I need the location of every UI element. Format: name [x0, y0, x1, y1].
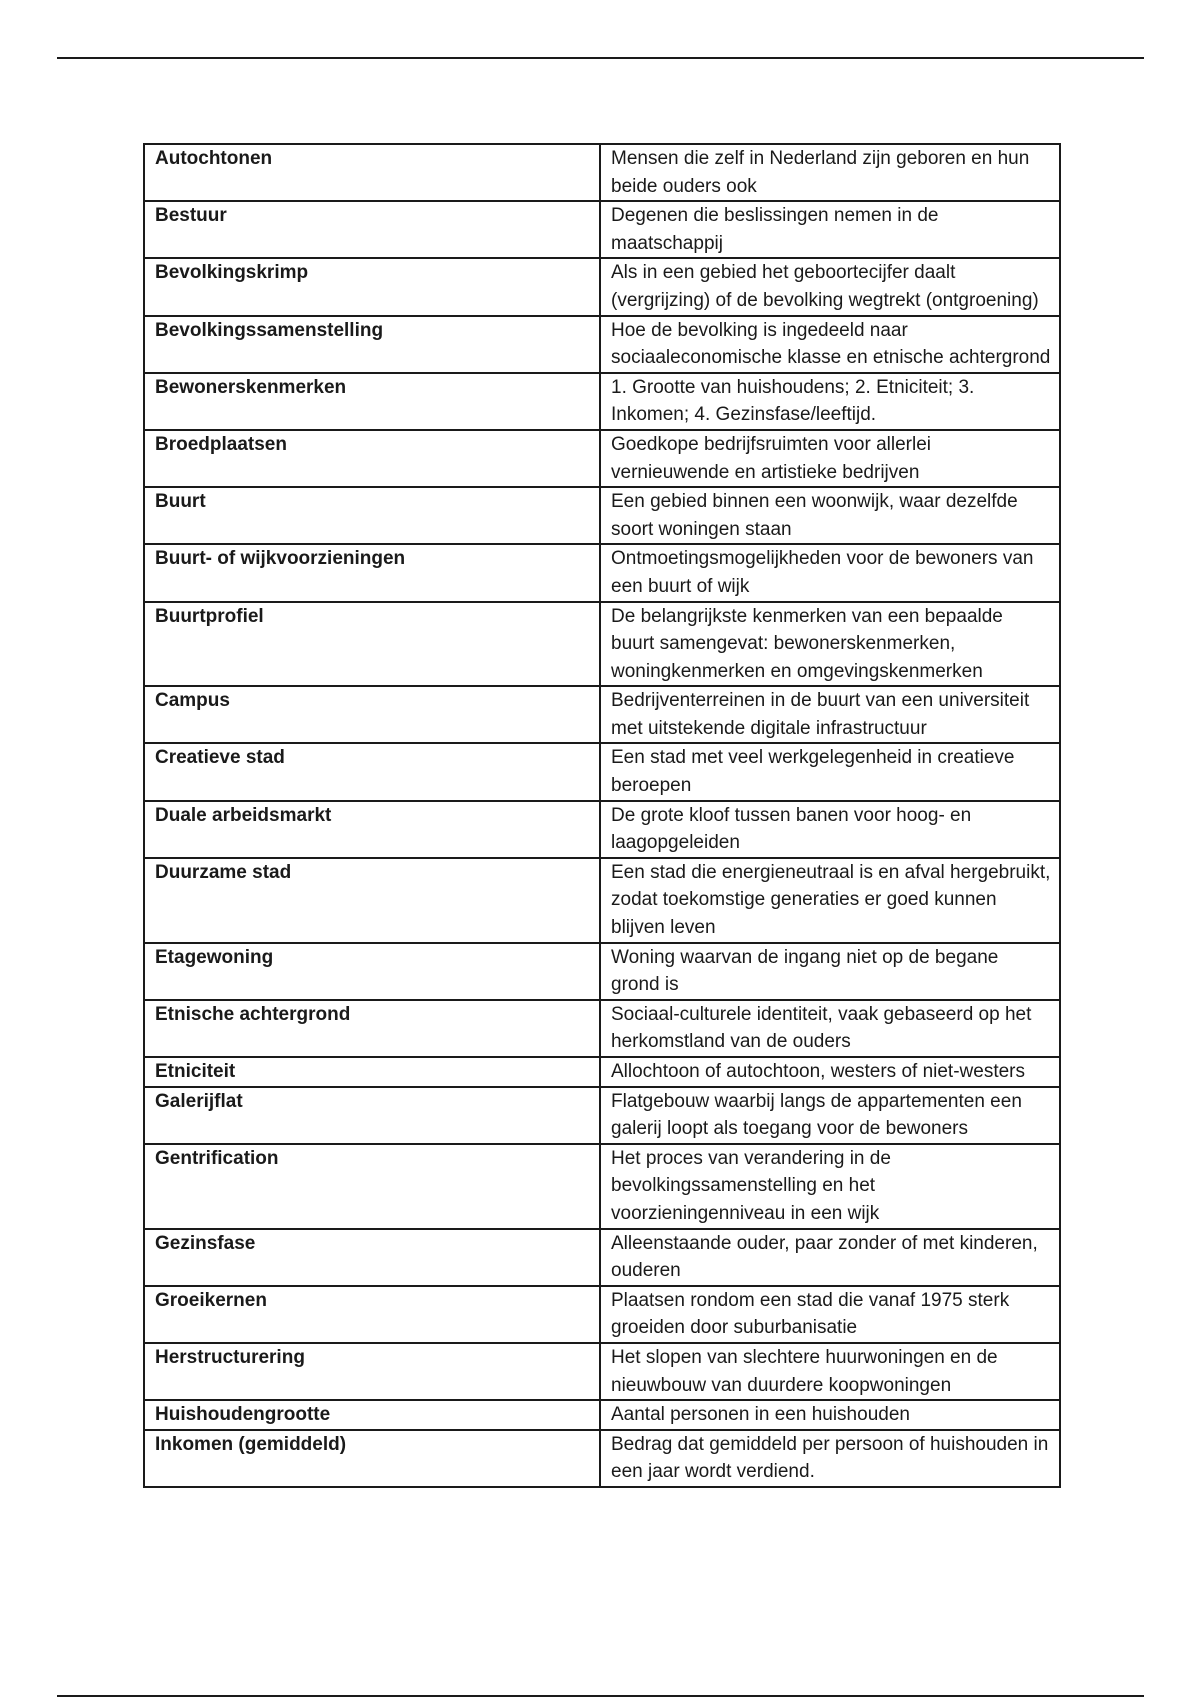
definition-cell: 1. Grootte van huishoudens; 2. Etniciteit; 3. Inkomen; 4. Gezinsfase/leeftijd.: [600, 373, 1060, 430]
table-row: [144, 943, 1060, 1000]
definition-cell: Hoe de bevolking is ingedeeld naar sociaaleconomische klasse en etnische achtergrond: [600, 316, 1060, 373]
definition-cell: Allochtoon of autochtoon, westers of niet-westers: [600, 1057, 1060, 1087]
definition-cell: Bedrag dat gemiddeld per persoon of huishouden in een jaar wordt verdiend.: [600, 1430, 1060, 1487]
definition-cell: Alleenstaande ouder, paar zonder of met kinderen, ouderen: [600, 1229, 1060, 1286]
table-row: [144, 801, 1060, 858]
table-row: [144, 858, 1060, 943]
table-row: [144, 1000, 1060, 1057]
term-cell: Gezinsfase: [144, 1229, 600, 1286]
term-cell: Duale arbeidsmarkt: [144, 801, 600, 858]
definition-cell: De belangrijkste kenmerken van een bepaalde buurt samengevat: bewonerskenmerken, woningkenmerken en omgevingskenmerken: [600, 602, 1060, 687]
table-row: [144, 1343, 1060, 1400]
term-cell: Groeikernen: [144, 1286, 600, 1343]
table-row: [144, 602, 1060, 687]
definition-cell: Mensen die zelf in Nederland zijn geboren en hun beide ouders ook: [600, 144, 1060, 201]
term-cell: Inkomen (gemiddeld): [144, 1430, 600, 1487]
term-cell: Broedplaatsen: [144, 430, 600, 487]
definition-cell: Een gebied binnen een woonwijk, waar dezelfde soort woningen staan: [600, 487, 1060, 544]
definition-cell: Als in een gebied het geboortecijfer daalt (vergrijzing) of de bevolking wegtrekt (ontgroening): [600, 258, 1060, 315]
footer-rule: [57, 1695, 1144, 1697]
table-row: [144, 1144, 1060, 1229]
table-row: [144, 1430, 1060, 1487]
term-cell: Etagewoning: [144, 943, 600, 1000]
table-row: [144, 201, 1060, 258]
definition-cell: Het slopen van slechtere huurwoningen en de nieuwbouw van duurdere koopwoningen: [600, 1343, 1060, 1400]
table-row: [144, 316, 1060, 373]
term-cell: Huishoudengrootte: [144, 1400, 600, 1430]
definition-cell: Aantal personen in een huishouden: [600, 1400, 1060, 1430]
definition-cell: Bedrijventerreinen in de buurt van een universiteit met uitstekende digitale infrastructuur: [600, 686, 1060, 743]
definition-cell: Een stad die energieneutraal is en afval hergebruikt, zodat toekomstige generaties er goed kunnen blijven leven: [600, 858, 1060, 943]
term-cell: Bestuur: [144, 201, 600, 258]
term-cell: Duurzame stad: [144, 858, 600, 943]
term-cell: Etnische achtergrond: [144, 1000, 600, 1057]
table-row: [144, 1400, 1060, 1430]
definition-cell: Woning waarvan de ingang niet op de begane grond is: [600, 943, 1060, 1000]
table-row: [144, 743, 1060, 800]
definition-cell: De grote kloof tussen banen voor hoog- en laagopgeleiden: [600, 801, 1060, 858]
term-cell: Buurtprofiel: [144, 602, 600, 687]
definition-cell: Het proces van verandering in de bevolkingssamenstelling en het voorzieningenniveau in een wijk: [600, 1144, 1060, 1229]
term-cell: Autochtonen: [144, 144, 600, 201]
table-row: [144, 258, 1060, 315]
table-row: [144, 544, 1060, 601]
table-row: [144, 430, 1060, 487]
definition-cell: Flatgebouw waarbij langs de appartementen een galerij loopt als toegang voor de bewoners: [600, 1087, 1060, 1144]
term-cell: Buurt: [144, 487, 600, 544]
glossary-body: [144, 144, 1060, 1487]
table-row: [144, 1057, 1060, 1087]
definition-cell: Degenen die beslissingen nemen in de maatschappij: [600, 201, 1060, 258]
term-cell: Creatieve stad: [144, 743, 600, 800]
term-cell: Gentrification: [144, 1144, 600, 1229]
term-cell: Campus: [144, 686, 600, 743]
term-cell: Herstructurering: [144, 1343, 600, 1400]
table-row: [144, 686, 1060, 743]
term-cell: Bevolkingskrimp: [144, 258, 600, 315]
table-row: [144, 373, 1060, 430]
definition-cell: Sociaal-culturele identiteit, vaak gebaseerd op het herkomstland van de ouders: [600, 1000, 1060, 1057]
table-row: [144, 487, 1060, 544]
term-cell: Buurt- of wijkvoorzieningen: [144, 544, 600, 601]
term-cell: Bevolkingssamenstelling: [144, 316, 600, 373]
term-cell: Galerijflat: [144, 1087, 600, 1144]
definition-cell: Plaatsen rondom een stad die vanaf 1975 sterk groeiden door suburbanisatie: [600, 1286, 1060, 1343]
glossary-table: [143, 143, 1061, 1488]
table-row: [144, 1286, 1060, 1343]
table-row: [144, 1087, 1060, 1144]
definition-cell: Ontmoetingsmogelijkheden voor de bewoners van een buurt of wijk: [600, 544, 1060, 601]
definition-cell: Een stad met veel werkgelegenheid in creatieve beroepen: [600, 743, 1060, 800]
term-cell: Bewonerskenmerken: [144, 373, 600, 430]
term-cell: Etniciteit: [144, 1057, 600, 1087]
table-row: [144, 1229, 1060, 1286]
table-row: [144, 144, 1060, 201]
header-rule: [57, 57, 1144, 59]
definition-cell: Goedkope bedrijfsruimten voor allerlei vernieuwende en artistieke bedrijven: [600, 430, 1060, 487]
